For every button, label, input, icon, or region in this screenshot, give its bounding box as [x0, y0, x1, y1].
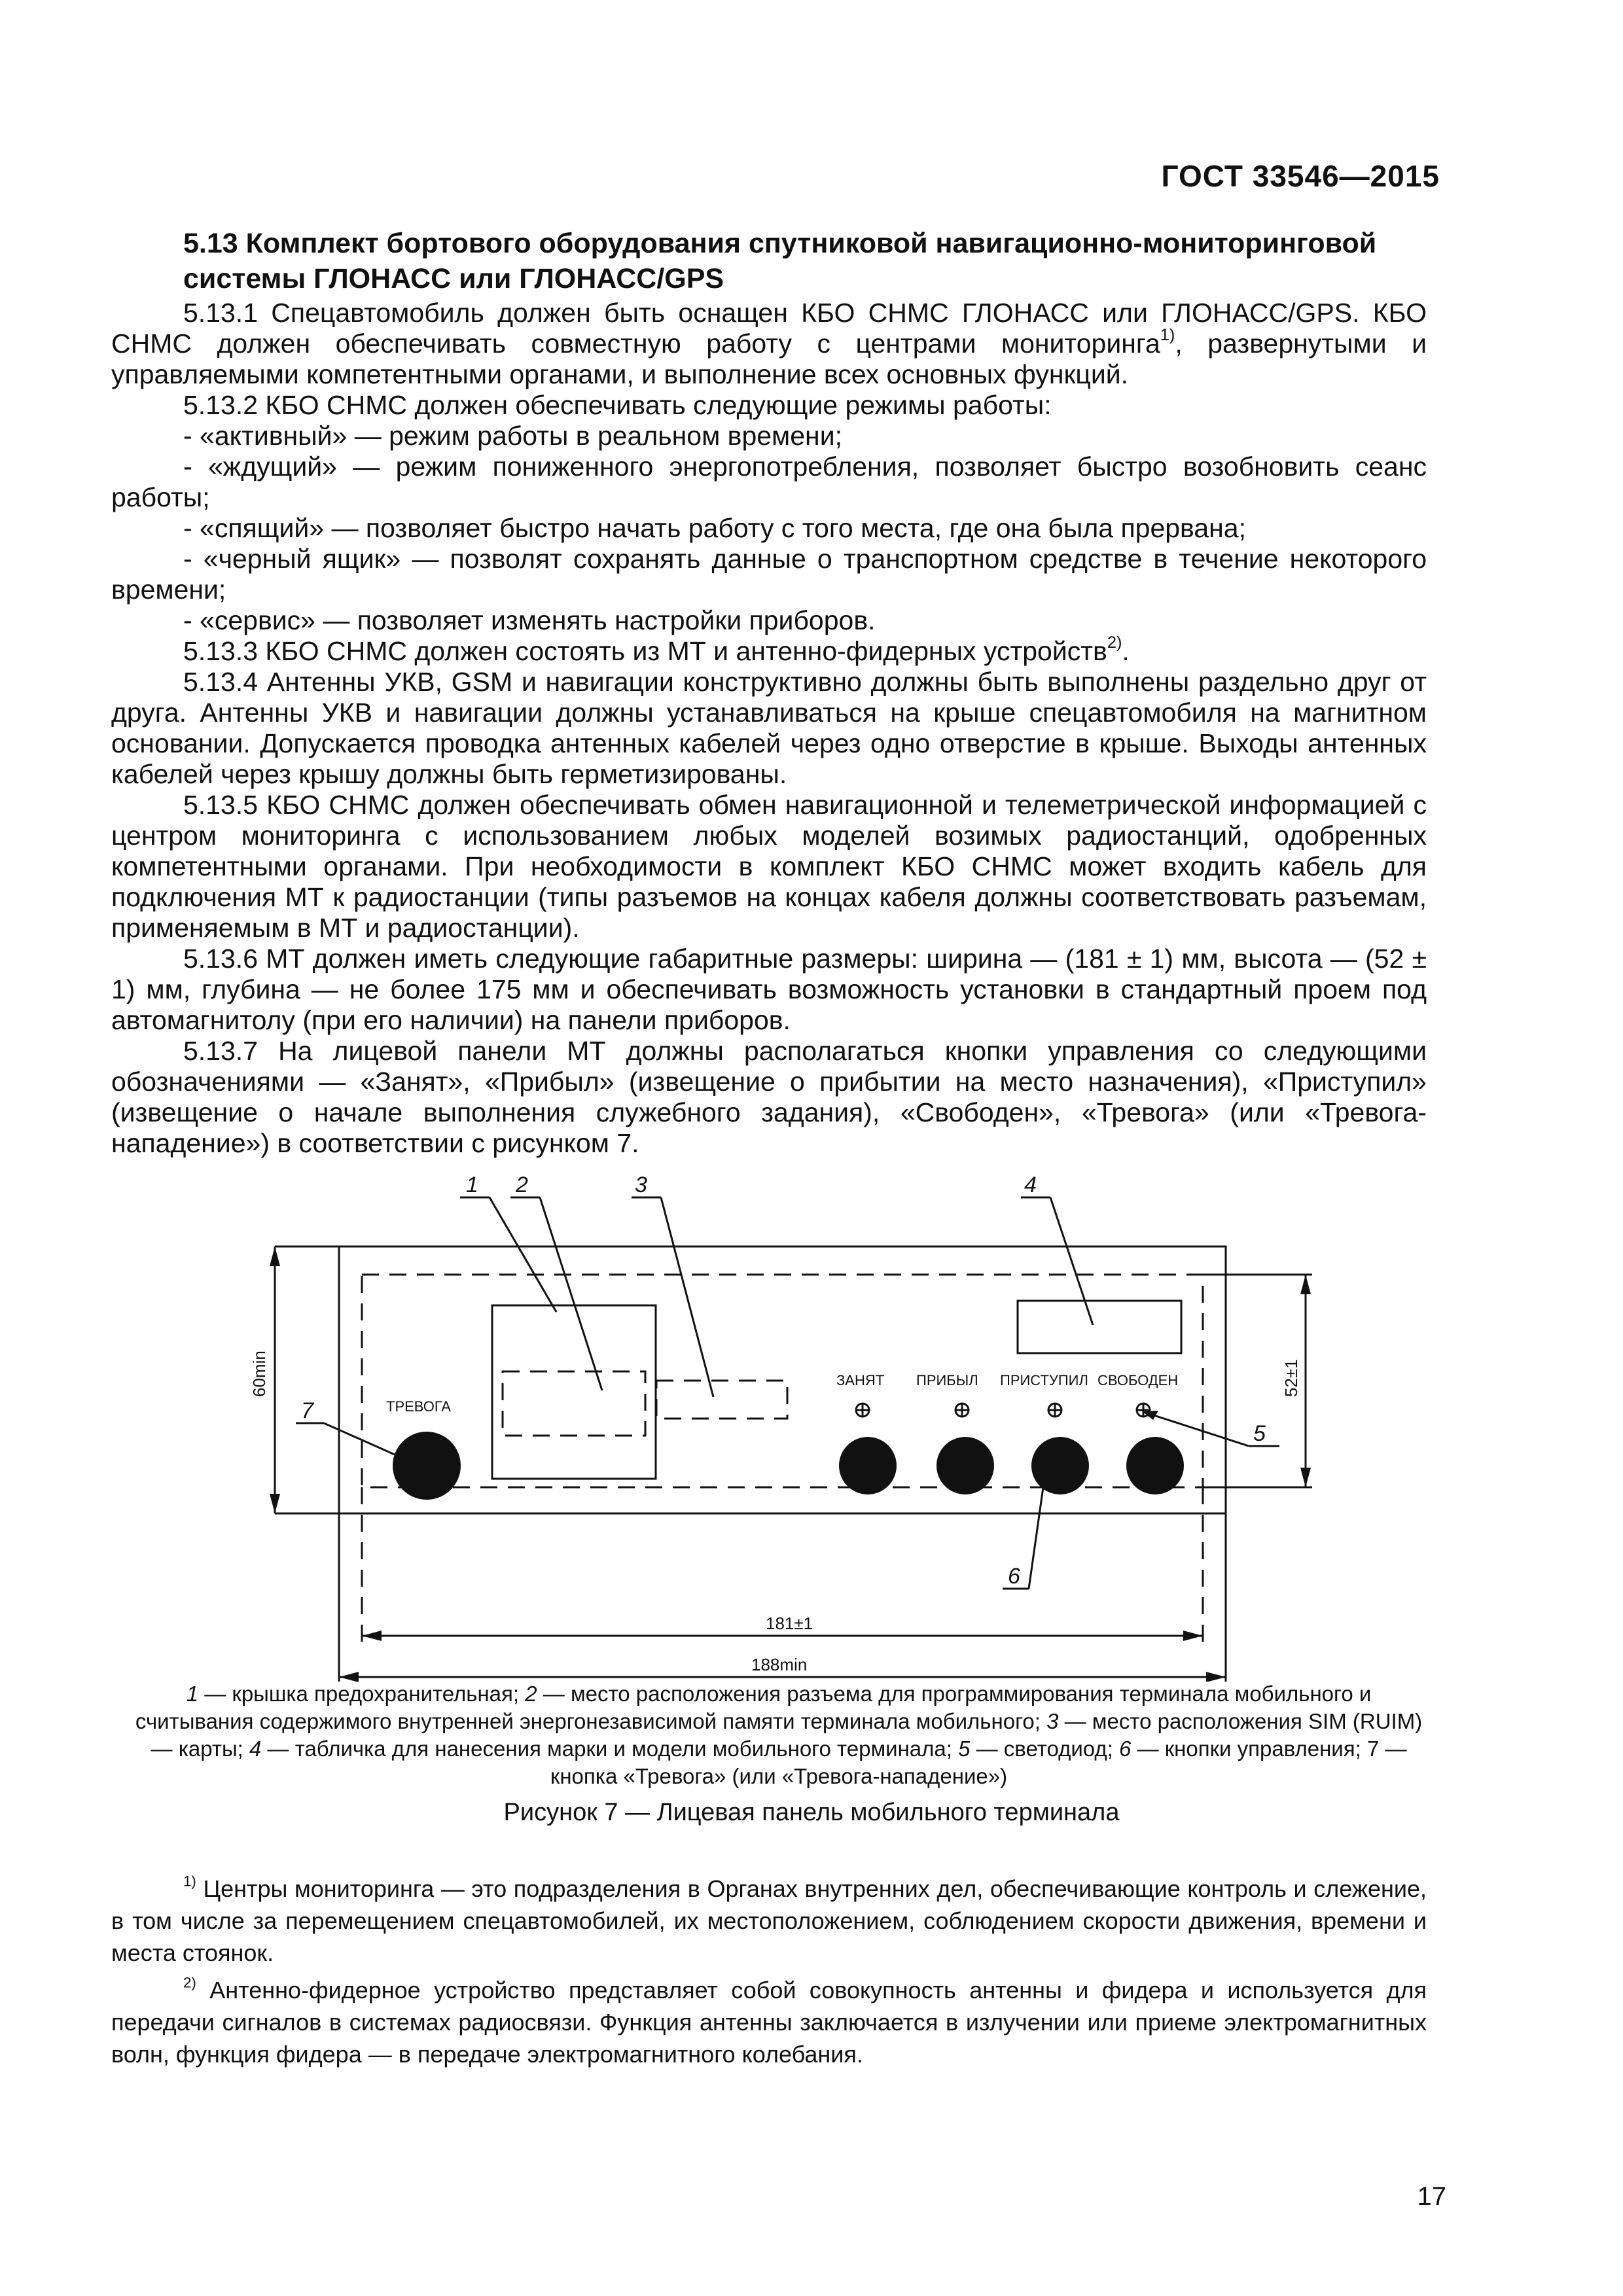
dim-label-52: 52±1: [1281, 1359, 1301, 1397]
paragraph-text: , развернутыми и управляемыми компетентными органами, и выполнение всех основных функций.: [111, 328, 1427, 389]
paragraph-5-13-6: 5.13.6 МТ должен иметь следующие габаритные размеры: ширина — (181 ± 1) мм, высота — (52 ± 1) мм, глубина — не более 175 мм и обеспечивать возможность установки в стандартный проем под автомагнитолу (при его наличии) на панели приборов.: [111, 944, 1427, 1035]
callout-4: 4: [1024, 1173, 1037, 1197]
busy-button: [839, 1437, 897, 1494]
paragraph-text: 5.13.3 КБО СНМС должен состоять из МТ и антенно-фидерных устройств: [183, 636, 1107, 666]
legend-text: — крышка предохранительная;: [198, 1682, 526, 1706]
alarm-button: [393, 1432, 461, 1500]
connector-location: [503, 1371, 645, 1436]
arrow-down-icon: [1300, 1468, 1311, 1487]
legend-number: 2: [525, 1682, 537, 1706]
paragraph-text: 5.13.1 Спецавтомобиль должен быть оснащен КБО СНМС ГЛОНАСС или ГЛОНАСС/GPS. КБО СНМС должен обеспечивать совместную работу с центрами мониторинга: [111, 298, 1427, 359]
footnote-marker: 1): [183, 1873, 196, 1890]
callout-7: 7: [301, 1398, 313, 1423]
paragraph-5-13-1: [111, 298, 1427, 390]
nameplate: [1018, 1301, 1181, 1353]
callout-2: 2: [516, 1173, 528, 1197]
front-panel-drawing: [0, 1171, 1623, 1682]
arrow-right-icon: [1183, 1631, 1203, 1641]
standard-number: ГОСТ 33546—2015: [1161, 159, 1440, 193]
dim-label-188: 188min: [751, 1655, 808, 1674]
mode-item-black-box: - «черный ящик» — позволят сохранять данные о транспортном средстве в течение некоторого времени;: [111, 544, 1427, 605]
arrow-up-icon: [270, 1246, 280, 1266]
legend-text: — светодиод;: [970, 1737, 1119, 1761]
body-text: [111, 298, 1427, 1159]
figure-7-front-panel: [0, 1171, 1623, 1682]
mode-item-active: - «активный» — режим работы в реальном времени;: [183, 421, 842, 451]
paragraph-5-13-3: [111, 633, 1427, 667]
started-label: ПРИСТУПИЛ: [1000, 1372, 1088, 1388]
callout-5: 5: [1253, 1421, 1266, 1446]
legend-number: 1: [186, 1682, 199, 1706]
sim-location: [656, 1381, 787, 1419]
callout-6: 6: [1008, 1564, 1020, 1589]
legend-text: — табличка для нанесения марки и модели мобильного терминала;: [261, 1737, 959, 1761]
dim-label-181: 181±1: [766, 1614, 813, 1633]
paragraph-text: .: [1122, 636, 1130, 666]
callout-3: 3: [635, 1173, 647, 1197]
footnote-text: Центры мониторинга — это подразделения в Органах внутренних дел, обеспечивающие контроль и слежение, в том числе за перемещением спецавтомобилей, их местоположением, соблюдением скорости движения, времени и места стоянок.: [111, 1875, 1427, 1966]
legend-number: 5: [958, 1737, 971, 1761]
legend-number: 4: [249, 1737, 262, 1761]
footnote-ref: 2): [1107, 633, 1122, 652]
arrow-up-icon: [1300, 1275, 1311, 1294]
dim-label-60min: 60min: [249, 1351, 269, 1397]
mode-item-standby: - «ждущий» — режим пониженного энергопотребления, позволяет быстро возобновить сеанс работы;: [111, 451, 1427, 512]
arrow-down-icon: [270, 1494, 280, 1513]
paragraph-5-13-5: 5.13.5 КБО СНМС должен обеспечивать обмен навигационной и телеметрической информацией с центром мониторинга с использованием любых моделей возимых радиостанций, одобренных компетентными органами. При необходимости в комплект КБО СНМС может входить кабель для подключения МТ к радиостанции (типы разъемов на концах кабеля должны соответствовать разъемам, применяемым в МТ и радиостанции).: [111, 790, 1427, 943]
footnote-ref: 1): [1160, 325, 1175, 344]
legend-number: 3: [1046, 1709, 1059, 1733]
alarm-label: ТРЕВОГА: [386, 1398, 451, 1415]
callout-1: 1: [466, 1173, 478, 1197]
mode-item-service: - «сервис» — позволяет изменять настройки приборов.: [183, 605, 876, 635]
legend-text: — место расположения SIM (RUIM) — карты;: [151, 1709, 1423, 1761]
footnote-text: Антенно-фидерное устройство представляет собой совокупность антенны и фидера и используется для передачи сигналов в системах радиосвязи. Функция антенны заключается в излучении или приеме электромагнитных волн, функция фидера — в передаче электромагнитного колебания.: [111, 1977, 1427, 2068]
paragraph-5-13-4: 5.13.4 Антенны УКВ, GSM и навигации конструктивно должны быть выполнены раздельно друг от друга. Антенны УКВ и навигации должны устанавливаться на крыше спецавтомобиля на магнитном основании. Допускается проводка антенных кабелей через одно отверстие в крыше. Выходы антенных кабелей через крышу должны быть герметизированы.: [111, 667, 1427, 789]
paragraph-5-13-2: 5.13.2 КБО СНМС должен обеспечивать следующие режимы работы:: [183, 390, 1052, 420]
free-label: СВОБОДЕН: [1097, 1372, 1179, 1388]
mode-item-sleep: - «спящий» — позволяет быстро начать работу с того места, где она была прервана;: [183, 513, 1247, 543]
figure-caption: Рисунок 7 — Лицевая панель мобильного терминала: [503, 1799, 1120, 1826]
busy-label: ЗАНЯТ: [836, 1372, 885, 1388]
page-number: 17: [1417, 2182, 1446, 2211]
legend-text: — место расположения разъема для программирования терминала мобильного и считывания содержимого внутренней энергонезависимой памяти терминала мобильного;: [135, 1682, 1372, 1733]
footnotes: [111, 1873, 1427, 2075]
section-title: 5.13 Комплект бортового оборудования спутниковой навигационно-мониторинговой системы ГЛОНАСС или ГЛОНАСС/GPS: [183, 228, 1377, 294]
footnote-2: [111, 1974, 1427, 2070]
figure-legend: [131, 1680, 1427, 1790]
leader-3: [661, 1197, 713, 1397]
arrived-button: [936, 1437, 994, 1494]
led-indicators: [856, 1404, 1150, 1417]
display-window: [492, 1305, 656, 1479]
footnote-1: [111, 1873, 1427, 1969]
legend-text: — кнопки управления; 7 — кнопка «Тревога» (или «Тревога-нападение»): [550, 1737, 1407, 1788]
leader-4: [1050, 1197, 1093, 1325]
leader-2: [540, 1197, 602, 1390]
legend-number: 6: [1119, 1737, 1132, 1761]
arrived-label: ПРИБЫЛ: [916, 1372, 978, 1388]
started-button: [1031, 1437, 1089, 1494]
footnote-marker: 2): [183, 1974, 196, 1991]
paragraph-5-13-7: 5.13.7 На лицевой панели МТ должны располагаться кнопки управления со следующими обозначениями — «Занят», «Прибыл» (извещение о прибытии на место назначения), «Приступил» (извещение о начале выполнения служебного задания), «Свободен», «Тревога» (или «Тревога-нападение») в соответствии с рисунком 7.: [111, 1036, 1427, 1158]
arrow-left-icon: [362, 1631, 382, 1641]
free-button: [1126, 1437, 1184, 1494]
